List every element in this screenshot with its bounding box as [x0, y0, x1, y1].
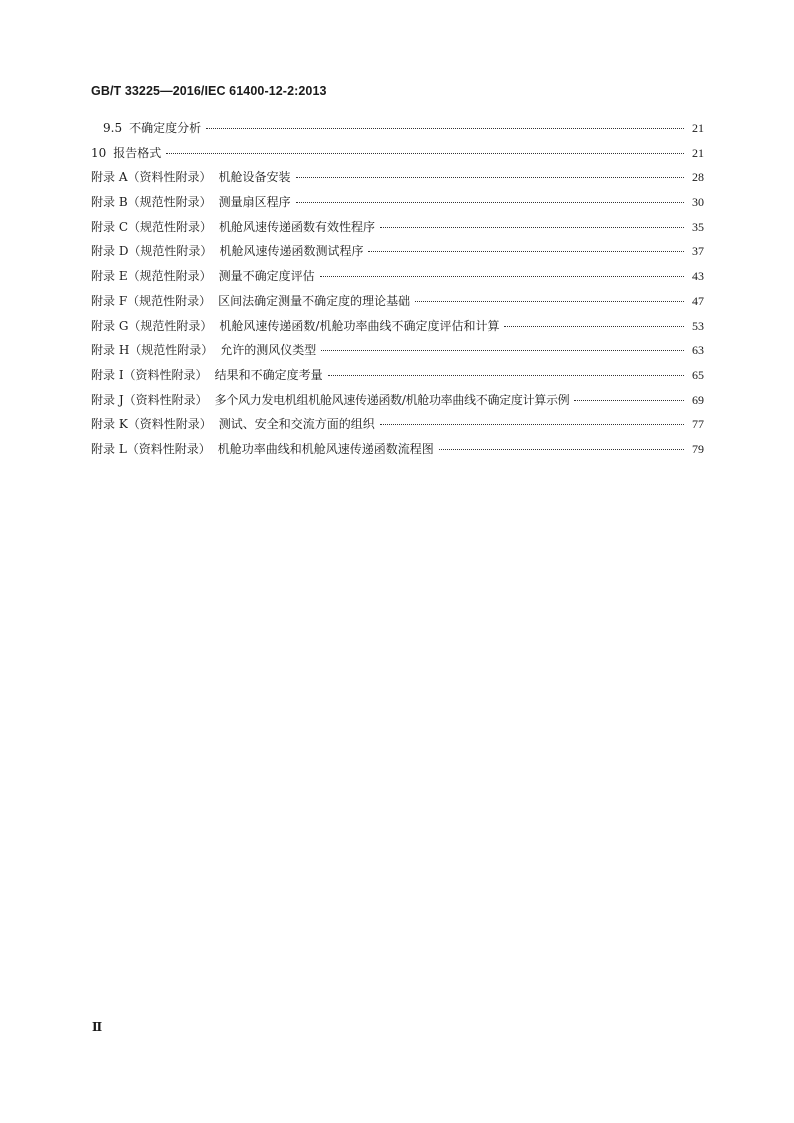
toc-entry-number: 附录 E（规范性附录） — [91, 269, 212, 284]
document-header: GB/T 33225—2016/IEC 61400-12-2:2013 — [91, 84, 327, 98]
table-of-contents — [91, 119, 704, 465]
toc-entry-number: 附录 L（资料性附录） — [91, 441, 211, 456]
toc-entry-number: 9.5 — [103, 121, 123, 135]
dot-leader — [504, 326, 684, 327]
toc-entry-title: 测试、安全和交流方面的组织 — [218, 417, 375, 432]
dot-leader — [321, 350, 684, 351]
toc-entry[interactable] — [91, 242, 704, 267]
toc-entry-number: 附录 H（规范性附录） — [91, 343, 214, 358]
toc-entry-page: 21 — [692, 145, 704, 160]
toc-entry-page: 63 — [692, 343, 704, 358]
toc-entry-title: 机舱风速传递函数/机舱功率曲线不确定度评估和计算 — [219, 318, 500, 333]
toc-entry[interactable] — [91, 193, 704, 218]
toc-entry-page: 28 — [692, 170, 704, 185]
toc-entry-title: 区间法确定测量不确定度的理论基础 — [218, 293, 411, 308]
toc-entry[interactable] — [91, 218, 704, 243]
dot-leader — [320, 276, 684, 277]
toc-entry-title: 允许的测风仪类型 — [220, 343, 317, 358]
dot-leader — [296, 202, 684, 203]
toc-entry-number: 附录 D（规范性附录） — [91, 244, 213, 259]
toc-entry-title: 多个风力发电机组机舱风速传递函数/机舱功率曲线不确定度计算示例 — [214, 392, 570, 407]
toc-entry[interactable] — [91, 168, 704, 193]
toc-entry-page: 30 — [692, 195, 704, 210]
toc-entry-page: 35 — [692, 219, 704, 234]
toc-entry-title: 测量扇区程序 — [218, 195, 291, 210]
dot-leader — [328, 375, 684, 376]
toc-entry-page: 69 — [692, 392, 704, 407]
toc-entry-page: 65 — [692, 367, 704, 382]
toc-entry[interactable] — [91, 440, 704, 465]
toc-entry-number: 附录 A（资料性附录） — [91, 170, 212, 185]
toc-entry-title: 不确定度分析 — [129, 121, 202, 135]
toc-entry[interactable] — [91, 341, 704, 366]
toc-entry-title: 机舱设备安装 — [218, 170, 291, 185]
toc-entry-number: 附录 G（规范性附录） — [91, 318, 213, 333]
toc-entry-title: 结果和不确定度考量 — [214, 367, 323, 382]
dot-leader — [166, 153, 684, 154]
dot-leader — [380, 227, 684, 228]
toc-entry-number: 附录 F（规范性附录） — [91, 293, 212, 308]
toc-entry[interactable] — [91, 267, 704, 292]
toc-entry-title: 机舱风速传递函数测试程序 — [219, 244, 364, 259]
page-number: Ⅱ — [92, 1020, 103, 1034]
toc-entry[interactable] — [91, 119, 704, 144]
toc-entry-page: 47 — [692, 293, 704, 308]
toc-entry-page: 77 — [692, 417, 704, 432]
toc-entry-number: 10 — [91, 145, 107, 160]
toc-entry-number: 附录 I（资料性附录） — [91, 367, 208, 382]
toc-entry-page: 79 — [692, 441, 704, 456]
dot-leader — [380, 424, 684, 425]
toc-entry-title: 机舱风速传递函数有效性程序 — [219, 219, 376, 234]
dot-leader — [415, 301, 684, 302]
toc-entry[interactable] — [91, 366, 704, 391]
dot-leader — [439, 449, 684, 450]
toc-entry-number: 附录 C（规范性附录） — [91, 219, 212, 234]
toc-entry-title: 测量不确定度评估 — [218, 269, 315, 284]
toc-entry-number: 附录 J（资料性附录） — [91, 392, 208, 407]
toc-entry-number: 附录 B（规范性附录） — [91, 195, 212, 210]
toc-entry-number: 附录 K（资料性附录） — [91, 417, 212, 432]
toc-entry-page: 53 — [692, 318, 704, 333]
toc-entry-page: 21 — [692, 121, 704, 135]
dot-leader — [574, 400, 684, 401]
toc-entry-title: 机舱功率曲线和机舱风速传递函数流程图 — [217, 441, 434, 456]
toc-entry-page: 43 — [692, 269, 704, 284]
dot-leader — [368, 251, 684, 252]
dot-leader — [296, 177, 685, 178]
dot-leader — [206, 128, 684, 129]
toc-entry[interactable] — [91, 144, 704, 169]
toc-entry[interactable] — [91, 391, 704, 416]
toc-entry[interactable] — [91, 292, 704, 317]
toc-entry-page: 37 — [692, 244, 704, 259]
toc-entry[interactable] — [91, 415, 704, 440]
toc-entry-title: 报告格式 — [113, 145, 162, 160]
toc-entry[interactable] — [91, 317, 704, 342]
